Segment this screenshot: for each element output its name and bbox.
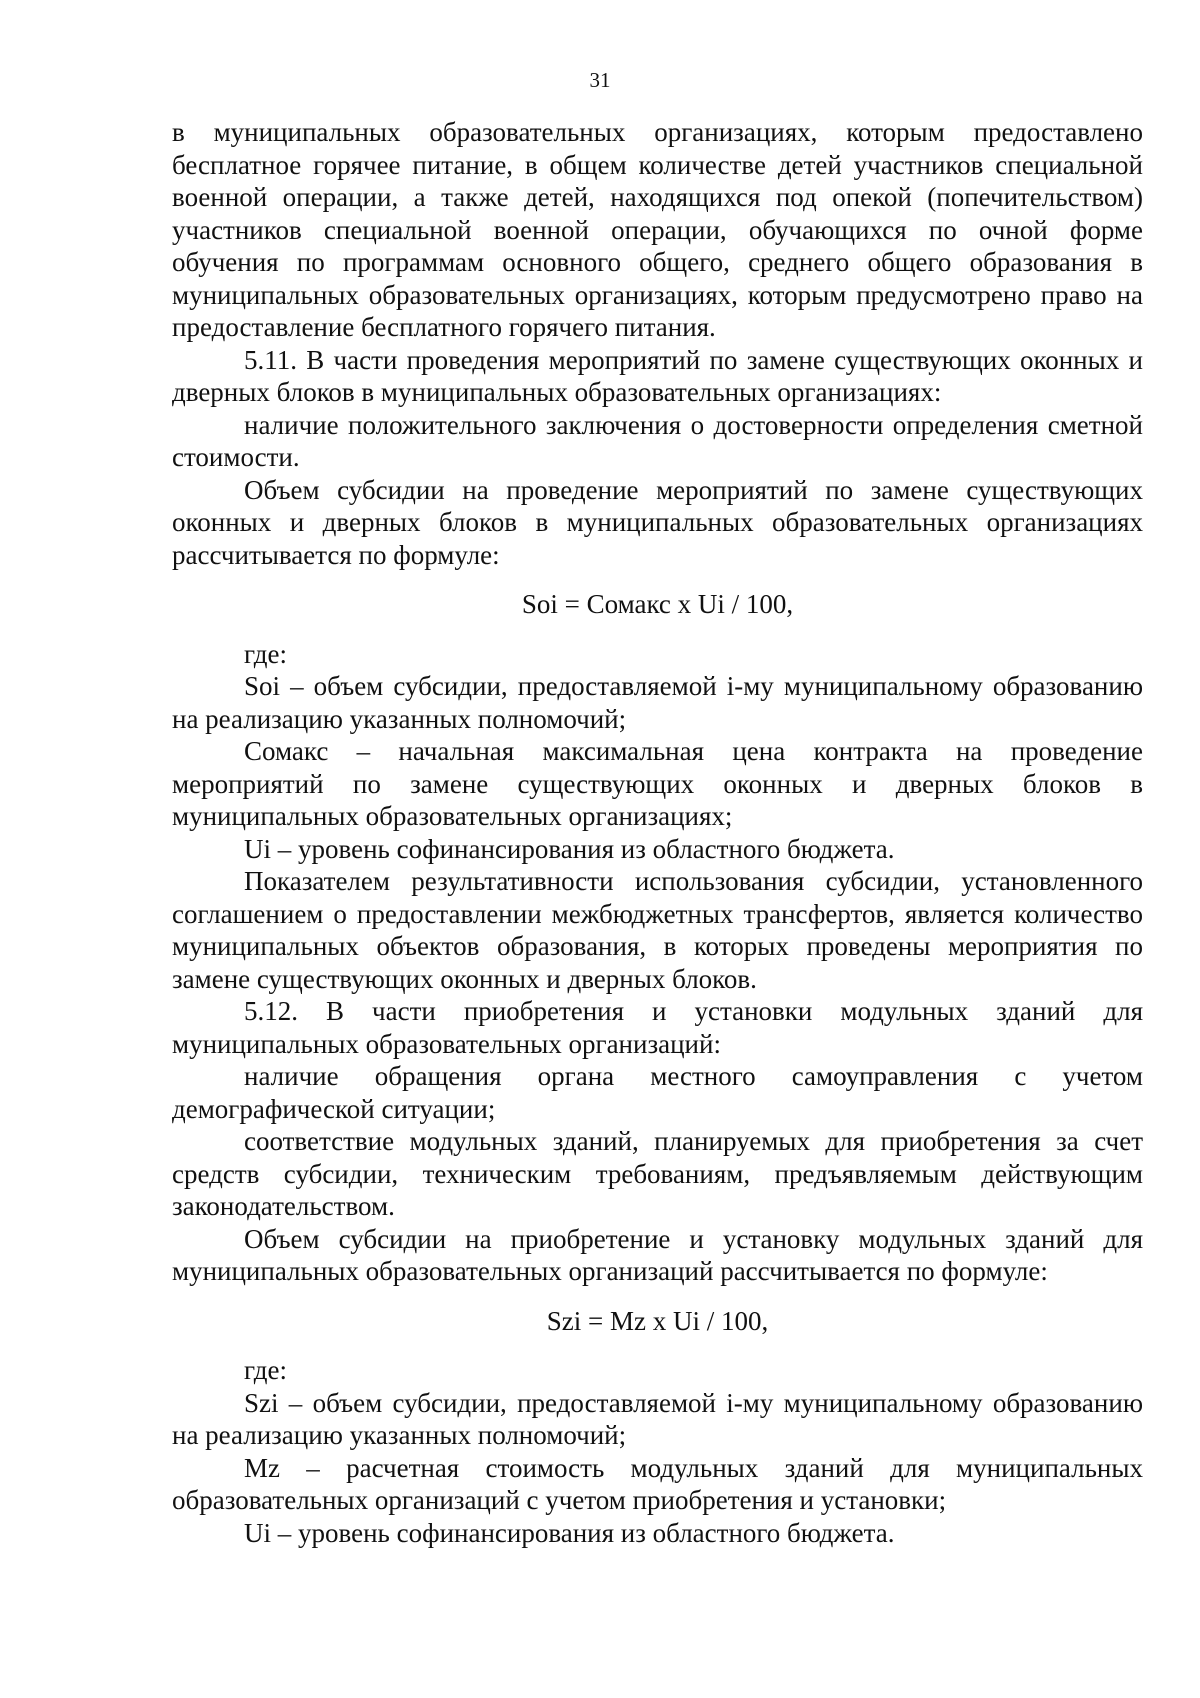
definition-mz: Mz – расчетная стоимость модульных зданий для муниципальных образовательных организаций с учетом приобретения и установки; [172, 1452, 1143, 1515]
definition-ui: Ui – уровень софинансирования из областного бюджета. [244, 833, 895, 864]
section-5-12-heading: 5.12. В части приобретения и установки модульных зданий для муниципальных образовательных организаций: [172, 996, 1143, 1059]
where-label: где: [244, 1355, 287, 1385]
definition-soi: Soi – объем субсидии, предоставляемой i-му муниципальному образованию на реализацию указанных полномочий; [172, 671, 1143, 734]
definition-ui: Ui – уровень софинансирования из областного бюджета. [244, 1517, 895, 1548]
requirement-compliance: соответствие модульных зданий, планируемых для приобретения за счет средств субсидии, техническим требованиям, предъявляемым действующим законодательством. [172, 1126, 1143, 1221]
requirement-appeal: наличие обращения органа местного самоуправления с учетом демографической ситуации; [172, 1061, 1143, 1124]
performance-indicator: Показателем результативности использования субсидии, установленного соглашением о предоставлении межбюджетных трансфертов, является количество муниципальных объектов образования, в которых проведены мероприятия по замене существующих оконных и дверных блоков. [172, 866, 1143, 994]
definition-szi: Szi – объем субсидии, предоставляемой i-му муниципальному образованию на реализацию указанных полномочий; [172, 1387, 1143, 1450]
page-number: 31 [589, 68, 611, 92]
definition-somax: Сомакс – начальная максимальная цена контракта на проведение мероприятий по замене существующих оконных и дверных блоков в муниципальных образовательных организациях; [172, 736, 1143, 831]
subsidy-volume-intro-windows: Объем субсидии на проведение мероприятий по замене существующих оконных и дверных блоков в муниципальных образовательных организациях рассчитывается по формуле: [172, 474, 1143, 570]
subsidy-volume-intro-modular: Объем субсидии на приобретение и установку модульных зданий для муниципальных образовательных организаций рассчитывается по формуле: [172, 1223, 1143, 1286]
formula-szi: Szi = Mz х Ui / 100, [546, 1305, 769, 1336]
document-body [172, 116, 1143, 1549]
where-label: где: [244, 638, 287, 669]
paragraph-continuation: в муниципальных образовательных организациях, которым предоставлено бесплатное горячее питание, в общем количестве детей участников специальной военной операции, а также детей, находящихся под опекой (попечительством) участников специальной военной операции, обучающихся по очной форме обучения по программам основного общего, среднего общего образования в муниципальных образовательных организациях, которым предусмотрено право на предоставление бесплатного горячего питания. [172, 117, 1143, 342]
section-5-11-heading: 5.11. В части проведения мероприятий по замене существующих оконных и дверных блоков в муниципальных образовательных организациях: [172, 344, 1143, 407]
requirement-estimate-conclusion: наличие положительного заключения о достоверности определения сметной стоимости. [172, 409, 1143, 472]
formula-soi: Soi = Сомакс х Ui / 100, [521, 589, 794, 619]
